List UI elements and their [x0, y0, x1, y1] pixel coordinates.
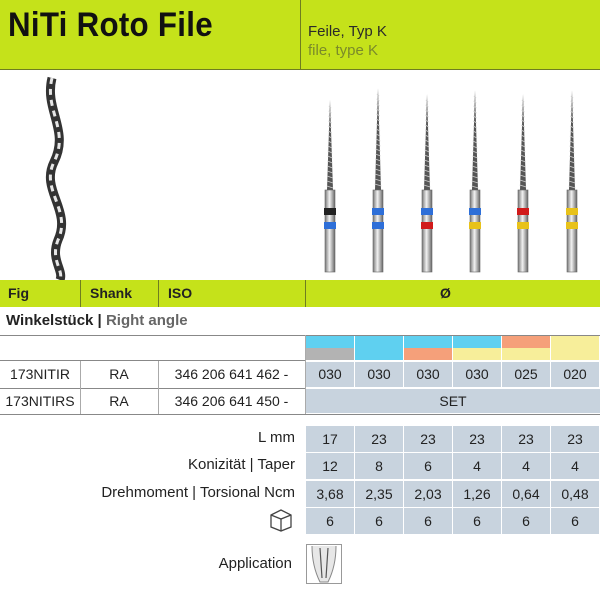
application-label: Application [218, 555, 292, 572]
color-strip-bottom [306, 348, 354, 360]
product-images [0, 70, 600, 280]
spec-value: 4 [551, 453, 599, 479]
spec-value: 2,35 [355, 481, 403, 507]
size-cell: 030 [355, 362, 403, 387]
divider [158, 280, 159, 307]
row2-shank: RA [109, 393, 129, 409]
product-title: NiTi Roto File [8, 6, 213, 44]
section-label-german: Winkelstück | [6, 312, 102, 329]
spec-value: 6 [551, 508, 599, 534]
spec-value: 4 [502, 453, 550, 479]
tooth-root-canal-icon [306, 544, 342, 584]
instrument-file [566, 90, 578, 272]
col-header-iso: ISO [168, 285, 193, 301]
spec-value: 6 [355, 508, 403, 534]
spec-value: 0,64 [502, 481, 550, 507]
row2-iso: 346 206 641 450 - [174, 393, 289, 409]
spec-value: 23 [453, 426, 501, 452]
spec-label: L mm [258, 429, 295, 446]
color-strip-top [306, 336, 354, 348]
divider [305, 335, 306, 414]
row1-iso: 346 206 641 462 - [174, 366, 289, 382]
instrument-illustrations [0, 70, 600, 280]
row2-fig: 173NITIRS [5, 393, 75, 409]
spec-value: 1,26 [453, 481, 501, 507]
color-strip-bottom [355, 348, 403, 360]
size-cell: 030 [306, 362, 354, 387]
spec-value: 8 [355, 453, 403, 479]
instrument-file [372, 88, 384, 272]
col-header-diameter: Ø [440, 285, 451, 301]
row1-fig: 173NITIR [10, 366, 70, 382]
size-cell: 030 [453, 362, 501, 387]
spec-value: 23 [502, 426, 550, 452]
spec-value: 0,48 [551, 481, 599, 507]
spec-value: 6 [306, 508, 354, 534]
instrument-file [517, 94, 529, 272]
divider [80, 280, 81, 307]
spec-value: 23 [404, 426, 452, 452]
spec-value: 6 [404, 508, 452, 534]
divider [158, 361, 159, 414]
spec-value: 17 [306, 426, 354, 452]
spec-value: 4 [453, 453, 501, 479]
divider [0, 360, 305, 361]
section-label-english: Right angle [105, 312, 188, 329]
instrument-file [469, 90, 481, 272]
spec-value: 6 [502, 508, 550, 534]
spec-value: 12 [306, 453, 354, 479]
size-cell: 025 [502, 362, 550, 387]
color-strip-top [453, 336, 501, 348]
col-header-shank: Shank [90, 285, 133, 301]
color-strip-top [355, 336, 403, 348]
instrument-file [421, 94, 433, 272]
divider [0, 414, 600, 415]
size-cell: 030 [404, 362, 452, 387]
divider [305, 280, 306, 307]
spec-value: 6 [404, 453, 452, 479]
spec-value: 2,03 [404, 481, 452, 507]
color-strip-bottom [551, 348, 599, 360]
spec-value: 23 [551, 426, 599, 452]
subtitle-english: file, type K [308, 42, 379, 59]
spec-value: 6 [453, 508, 501, 534]
instrument-file [324, 100, 336, 272]
row1-shank: RA [109, 366, 129, 382]
divider [80, 361, 81, 414]
subtitle-german: Feile, Typ K [308, 23, 387, 40]
row2-set: SET [306, 389, 600, 413]
color-strip-top [502, 336, 550, 348]
section-right-angle [0, 307, 600, 335]
color-strip-bottom [453, 348, 501, 360]
col-header-fig: Fig [8, 285, 29, 301]
color-strip-top [404, 336, 452, 348]
spec-value: 3,68 [306, 481, 354, 507]
size-cell: 020 [551, 362, 599, 387]
package-box-icon [268, 506, 294, 532]
spec-label: Drehmoment | Torsional Ncm [101, 484, 295, 501]
spec-value: 23 [355, 426, 403, 452]
color-strip-top [551, 336, 599, 348]
color-strip-bottom [404, 348, 452, 360]
spec-label: Konizität | Taper [187, 456, 295, 473]
color-strip-bottom [502, 348, 550, 360]
file-closeup [50, 78, 61, 280]
